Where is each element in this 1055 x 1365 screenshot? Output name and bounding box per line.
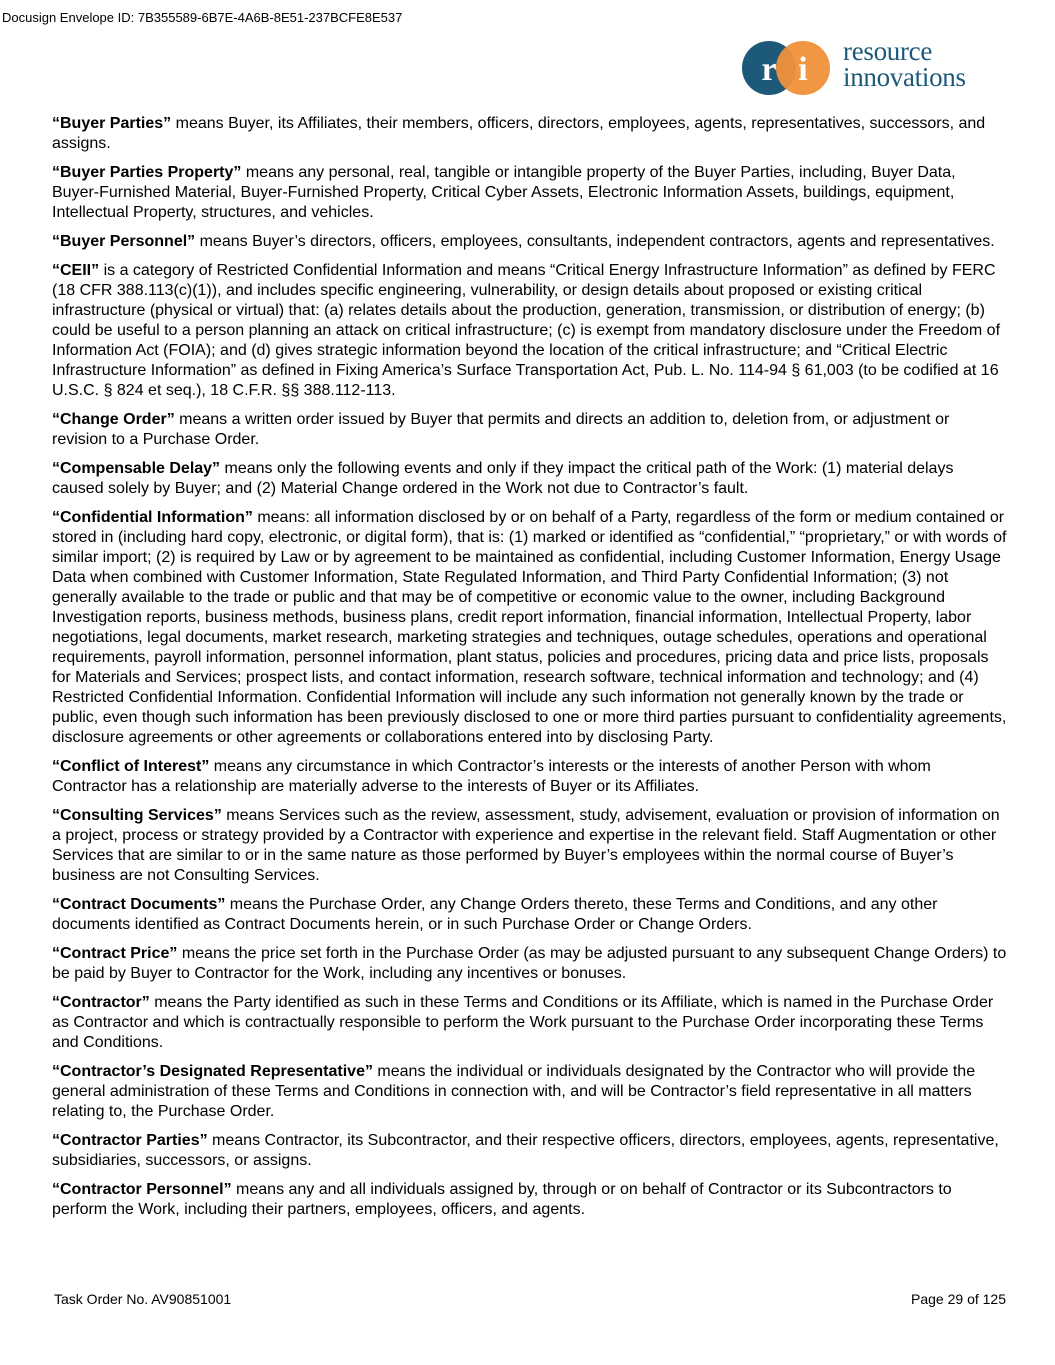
definition-text: means: all information disclosed by or on behalf of a Party, regardless of the form or medium contained or stored in (including hard copy, electronic, or digital form), that is: (1) marked or identified as “confidential,” “proprietary,” or with words of similar import; (2) is required by Law or by agreement to be maintained as confidential, including Customer Information, Energy Usage Data when combined with Customer Information, State Regulated Information, and Third Party Confidential Information; (3) not generally available to the trade or public and that may be of competitive or economic value to the owner, including Background Investigation reports, business methods, business plans, credit report information, financial information, Intellectual Property, labor negotiations, legal documents, market research, marketing strategies and techniques, outage schedules, operations and operational requirements, payroll information, personnel information, plant status, policies and procedures, pricing data and price lists, proposals for Materials and Services; prospect lists, and contact information, research software, technical information and technology; and (4) Restricted Confidential Information. Confidential Information will include any such information not generally known by the trade or public, even though such information has been previously disclosed to one or more third parties pursuant to confidentiality agreements, disclosure agreements or other agreements or collaborations entered into by disclosing Party. [52,509,1007,746]
definition-text: means Services such as the review, assessment, study, advisement, evaluation or provision of information on a project, process or strategy provided by a Contractor with experience and expertise in the relevant field. Staff Augmentation or other Services that are similar to or in the same nature as those performed by Buyer’s employees within the normal course of Buyer’s business are not Consulting Services. [52,807,1000,884]
definition-paragraph [52,993,1007,1053]
definition-term: “Contract Price” [52,945,178,962]
definition-paragraph [52,1131,1007,1171]
definition-text: means the price set forth in the Purchase Order (as may be adjusted pursuant to any subsequent Change Orders) to be paid by Buyer to Contractor for the Work, including any incentives or bonuses. [52,945,1007,982]
definition-term: “Contract Documents” [52,896,226,913]
logo-line-1: resource [843,36,933,66]
definition-paragraph [52,508,1007,748]
definition-term: “Contractor’s Designated Representative” [52,1063,373,1080]
definition-paragraph [52,895,1007,935]
definition-term: “Compensable Delay” [52,460,221,477]
logo-letter-i: i [798,51,808,88]
ri-logo-mark-icon [741,40,837,96]
definition-paragraph [52,114,1007,154]
definition-paragraph [52,1062,1007,1122]
definition-term: “Change Order” [52,411,175,428]
definition-paragraph [52,163,1007,223]
definition-text: means Buyer’s directors, officers, employees, consultants, independent contractors, agents and representatives. [195,233,995,250]
definition-paragraph [52,261,1007,401]
definition-paragraph [52,1180,1007,1220]
definition-text: means only the following events and only if they impact the critical path of the Work: (1) material delays caused solely by Buyer; and (2) Material Change ordered in the Work not due to Contractor’s fault. [52,460,954,497]
definitions-list [52,114,1007,1229]
definition-text: means any personal, real, tangible or intangible property of the Buyer Parties, including, Buyer Data, Buyer-Furnished Material, Buyer-Furnished Property, Critical Cyber Assets, Electronic Information Assets, buildings, equipment, Intellectual Property, structures, and vehicles. [52,164,956,221]
definition-term: “Contractor” [52,994,150,1011]
envelope-id: Docusign Envelope ID: 7B355589-6B7E-4A6B-8E51-237BCFE8E537 [2,10,403,25]
definition-text: means a written order issued by Buyer that permits and directs an addition to, deletion from, or adjustment or revision to a Purchase Order. [52,411,950,448]
definition-paragraph [52,410,1007,450]
definition-text: means the Purchase Order, any Change Orders thereto, these Terms and Conditions, and any other documents identified as Contract Documents herein, or in such Purchase Order or Change Orders. [52,896,938,933]
logo-line-2: innovations [843,62,966,92]
definition-term: “Buyer Parties” [52,115,172,132]
definition-term: “Contractor Personnel” [52,1181,232,1198]
definition-text: means Contractor, its Subcontractor, and their respective officers, directors, employees, agents, representative, subsidiaries, successors, or assigns. [52,1132,999,1169]
page-number: Page 29 of 125 [911,1291,1006,1307]
definition-text: means the individual or individuals designated by the Contractor who will provide the general administration of these Terms and Conditions in connection with, and will be Contractor’s field representative in all matters relating to, the Purchase Order. [52,1063,976,1120]
definition-paragraph [52,806,1007,886]
definition-text: means the Party identified as such in these Terms and Conditions or its Affiliate, which is named in the Purchase Order as Contractor and which is contractually responsible to perform the Work pursuant to the Purchase Order incorporating these Terms and Conditions. [52,994,994,1051]
definition-paragraph [52,944,1007,984]
definition-text: means Buyer, its Affiliates, their members, officers, directors, employees, agents, representatives, successors, and assigns. [52,115,986,152]
definition-term: “Buyer Personnel” [52,233,196,250]
definition-paragraph [52,459,1007,499]
definition-term: “Contractor Parties” [52,1132,208,1149]
logo-wordmark [843,38,966,90]
task-order-number: Task Order No. AV90851001 [54,1291,232,1307]
definition-term: “Conflict of Interest” [52,758,210,775]
definition-text: means any and all individuals assigned by, through or on behalf of Contractor or its Subcontractors to perform the Work, including their partners, employees, officers, and agents. [52,1181,952,1218]
resource-innovations-logo [741,36,1011,96]
definition-term: “CEII” [52,262,100,279]
definition-text: is a category of Restricted Confidential Information and means “Critical Energy Infrastructure Information” as defined by FERC (18 CFR 388.113(c)(1)), and includes specific engineering, vulnerability, or design details about proposed or existing critical infrastructure (physical or virtual) that: (a) relates details about the production, generation, transmission, or distribution of energy; (b) could be useful to a person planning an attack on critical infrastructure; (c) is exempt from mandatory disclosure under the Freedom of Information Act (FOIA); and (d) gives strategic information beyond the location of the critical infrastructure; and “Critical Electric Infrastructure Information” as defined in Fixing America’s Surface Transportation Act, Pub. L. No. 114-94 § 61,003 (to be codified at 16 U.S.C. § 824 et seq.), 18 C.F.R. §§ 388.112-113. [52,262,1001,399]
definition-term: “Consulting Services” [52,807,222,824]
definition-paragraph [52,232,1007,252]
definition-term: “Buyer Parties Property” [52,164,242,181]
logo-letter-r: r [761,51,777,88]
definition-text: means any circumstance in which Contractor’s interests or the interests of another Person with whom Contractor has a relationship are materially adverse to the interests of Buyer or its Affiliates. [52,758,931,795]
definition-term: “Confidential Information” [52,509,253,526]
definition-paragraph [52,757,1007,797]
